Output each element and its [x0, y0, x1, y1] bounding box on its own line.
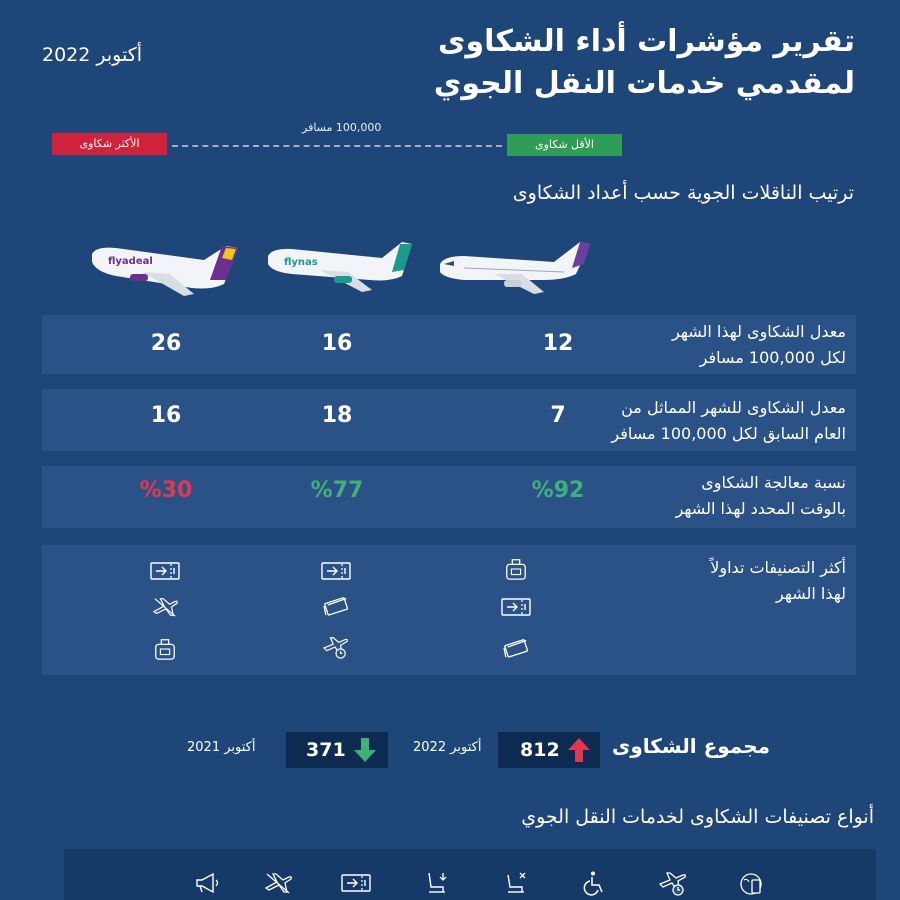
arrow-up-icon: [566, 736, 592, 764]
last-year-rate-row: [42, 389, 856, 451]
last-year-rate-label-line2: العام السابق لكل 100,000 مسافر: [611, 424, 846, 443]
wheelchair-icon: [579, 870, 609, 896]
luggage-icon: [150, 637, 180, 661]
monthly-rate-flyadeal: 26: [150, 331, 182, 356]
monthly-rate-saudia: 12: [542, 331, 574, 356]
monthly-rate-label-line1: معدل الشكاوى لهذا الشهر: [671, 322, 846, 341]
categories-label-line1: أكثر التصنيفات تداولاً: [710, 558, 846, 577]
ticket-icon: [341, 870, 371, 896]
ticket-icon: [321, 559, 351, 583]
flynas-plane-image: [262, 234, 422, 304]
monthly-rate-row: [42, 315, 856, 374]
total-previous-year: أكتوبر 2021: [187, 740, 256, 755]
monthly-rate-label-line2: لكل 100,000 مسافر: [699, 348, 846, 367]
page-title-line2: لمقدمي خدمات النقل الجوي: [433, 66, 855, 101]
luggage-icon: [501, 557, 531, 581]
seat-down-icon: [421, 870, 451, 896]
total-complaints-label: مجموع الشكاوى: [612, 734, 770, 758]
categories-label-line2: لهذا الشهر: [776, 584, 846, 603]
total-current-value: 812: [520, 739, 560, 761]
svg-text:flyadeal: flyadeal: [108, 256, 153, 267]
resolution-saudia: %92: [531, 478, 585, 503]
categories-row: [42, 545, 856, 675]
types-title: أنواع تصنيفات الشكاوى لخدمات النقل الجوي: [521, 806, 874, 828]
flight-delay-icon: [321, 635, 351, 659]
legend-most-complaints: الأكثر شكاوى: [52, 133, 167, 155]
resolution-row: [42, 466, 856, 528]
credit-card-icon: [321, 593, 351, 617]
legend-least-complaints: الأقل شكاوى: [507, 134, 622, 156]
resolution-flyadeal: %30: [139, 478, 193, 503]
arrow-down-icon: [352, 736, 378, 764]
report-date: أكتوبر 2022: [42, 44, 143, 66]
page-title-line1: تقرير مؤشرات أداء الشكاوى: [438, 24, 855, 59]
total-current-box: [498, 732, 600, 768]
last-year-rate-saudia: 7: [550, 403, 566, 428]
ticket-icon: [501, 595, 531, 619]
ranking-title: ترتيب الناقلات الجوية حسب أعداد الشكاوى: [512, 182, 854, 204]
legend-per-passengers: 100,000 مسافر: [302, 121, 382, 134]
phone-service-icon: [737, 870, 767, 896]
svg-text:flynas: flynas: [284, 257, 318, 268]
ticket-icon: [150, 559, 180, 583]
flight-cancel-icon: [263, 870, 293, 896]
last-year-rate-label-line1: معدل الشكاوى للشهر المماثل من: [621, 398, 846, 417]
flyadeal-plane-image: [86, 234, 246, 304]
monthly-rate-flynas: 16: [321, 331, 353, 356]
complaint-megaphone-icon: [193, 870, 223, 896]
credit-card-icon: [501, 635, 531, 659]
seat-cancel-icon: [500, 870, 530, 896]
legend-dashed-line: [172, 145, 502, 147]
resolution-flynas: %77: [310, 478, 364, 503]
resolution-label-line2: بالوقت المحدد لهذا الشهر: [675, 499, 846, 518]
total-previous-value: 371: [306, 739, 346, 761]
saudia-plane-image: [434, 234, 594, 304]
total-current-year: أكتوبر 2022: [413, 740, 482, 755]
last-year-rate-flynas: 18: [321, 403, 353, 428]
flight-delay-icon: [658, 870, 688, 896]
total-previous-box: [286, 732, 388, 768]
flight-cancel-icon: [150, 595, 180, 619]
last-year-rate-flyadeal: 16: [150, 403, 182, 428]
resolution-label-line1: نسبة معالجة الشكاوى: [701, 473, 846, 492]
